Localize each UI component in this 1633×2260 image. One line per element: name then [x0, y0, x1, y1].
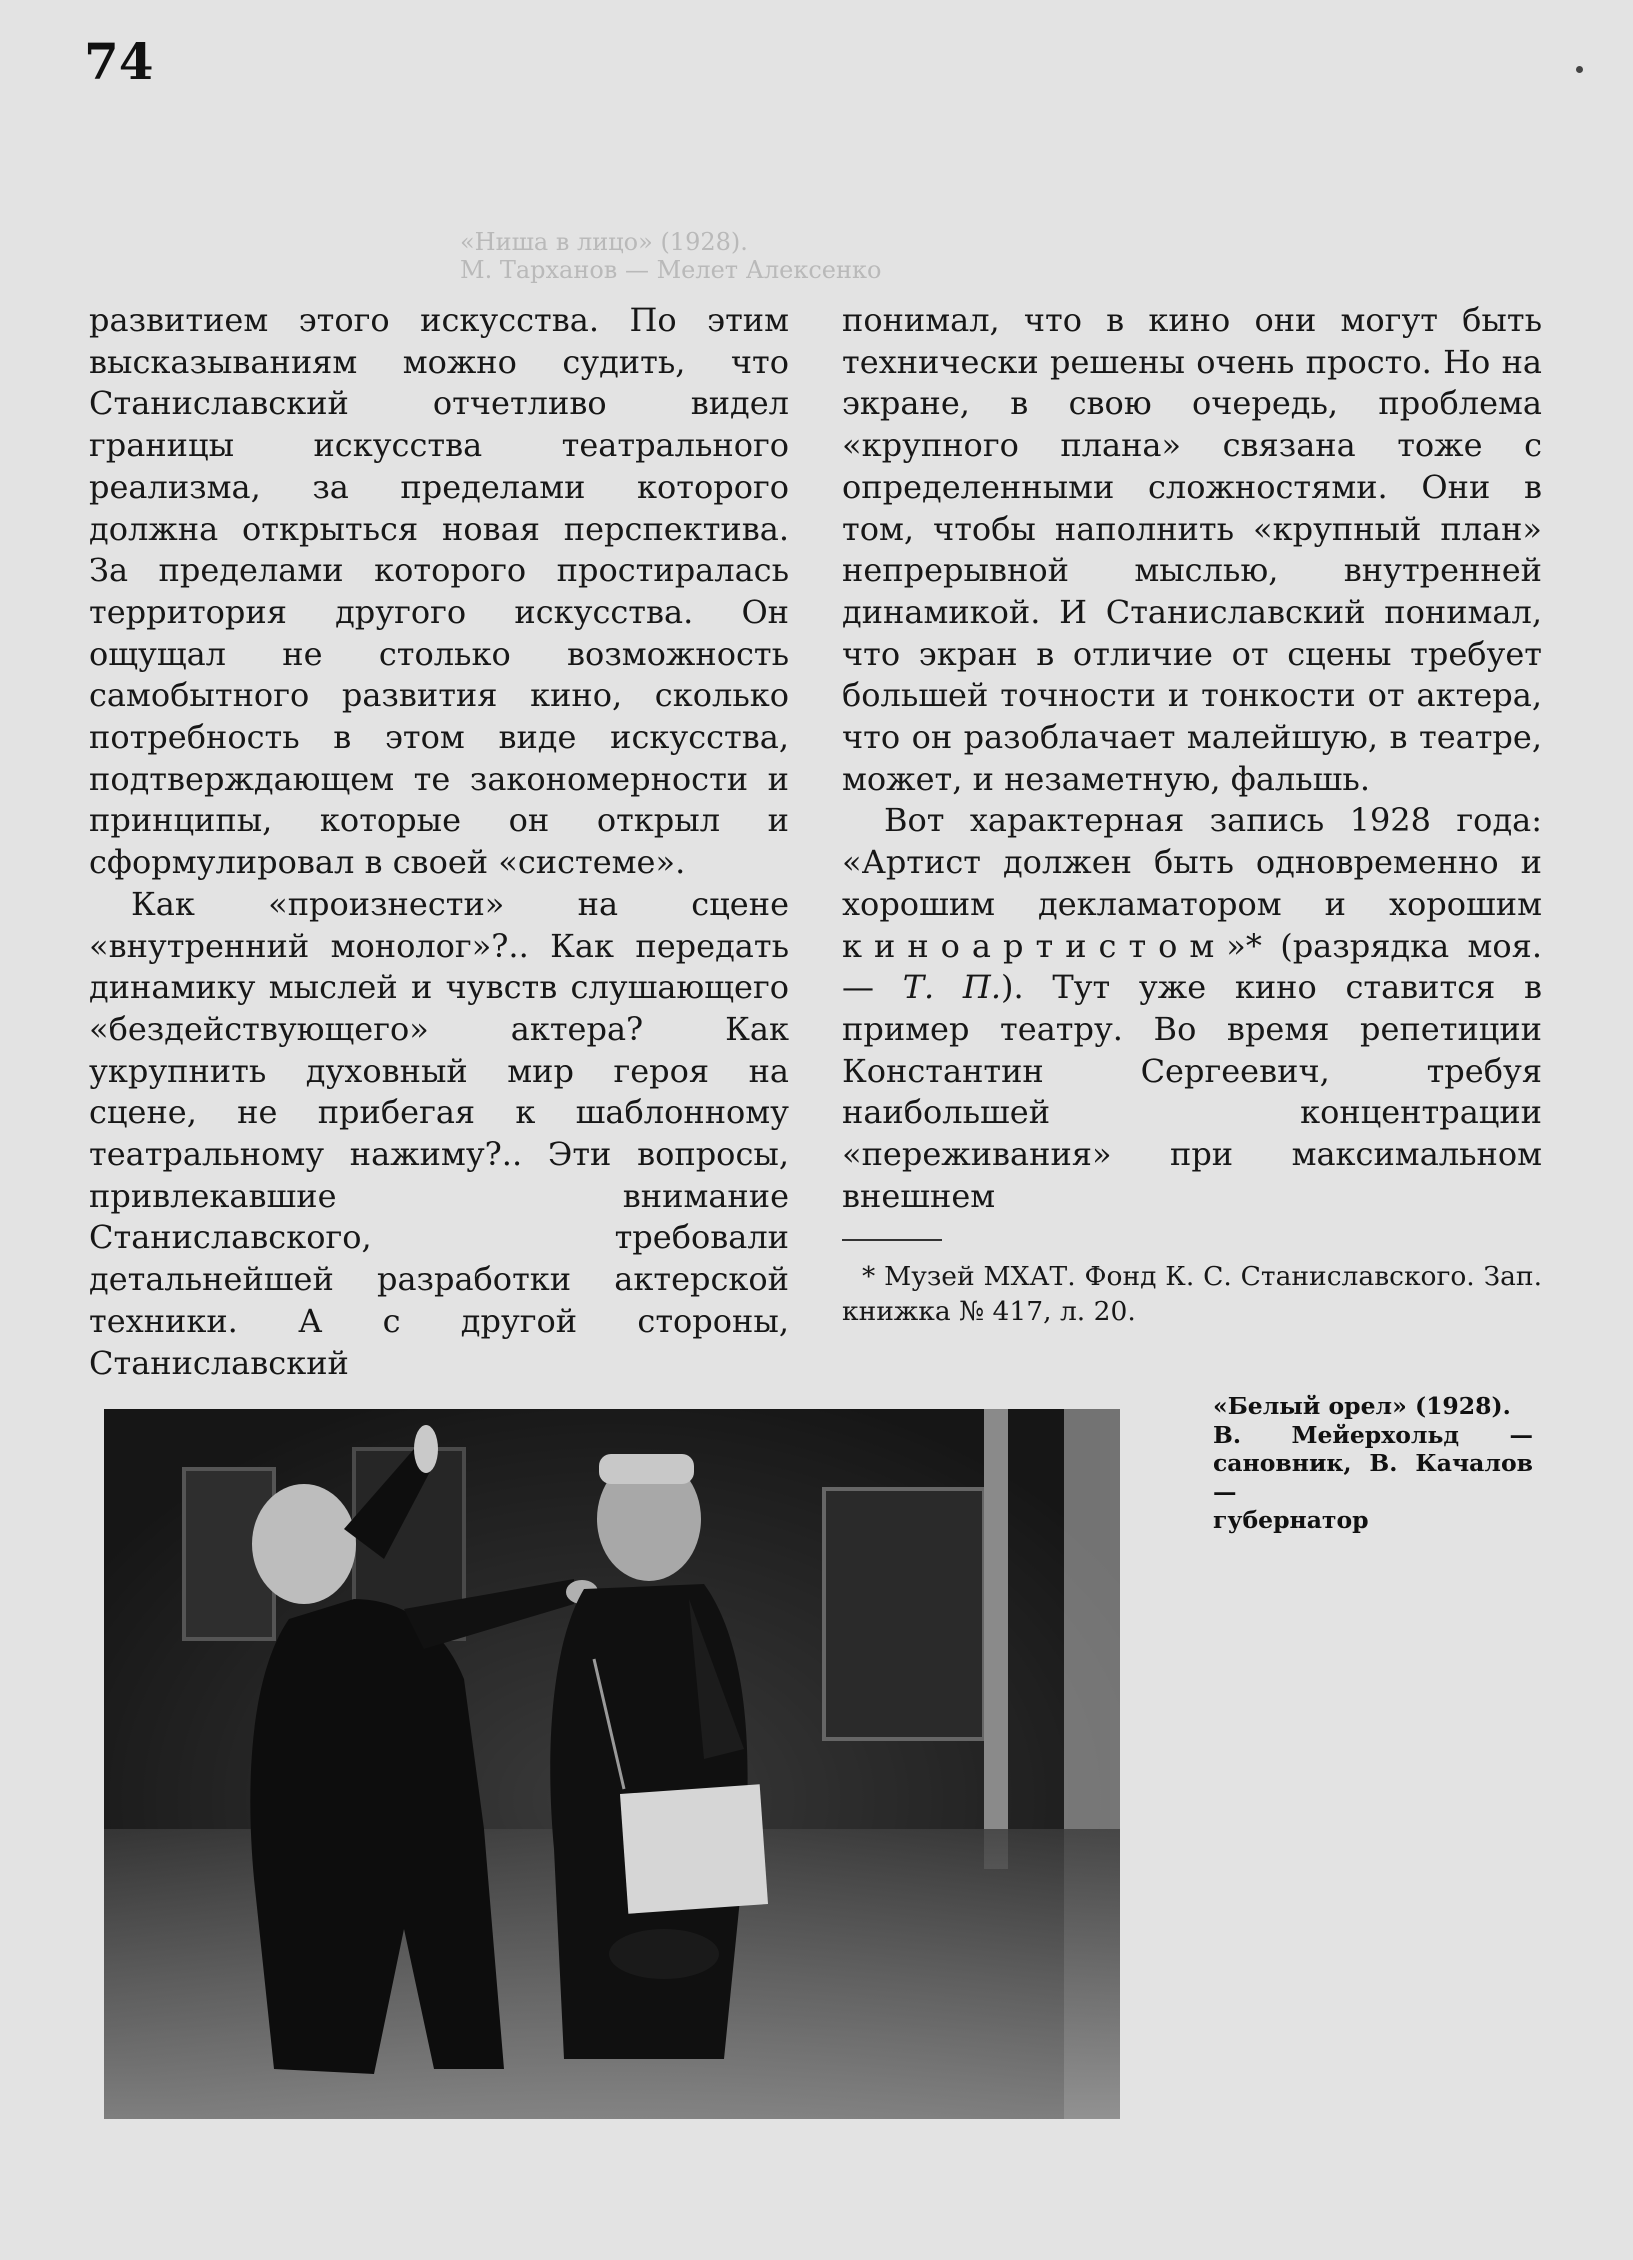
- body-paragraph: Как «произнести» на сцене «внутренний монолог»?.. Как передать динамику мыслей и чувств слушающего «бездействующего» актера? Как укрупнить духовный мир героя на сцене, не прибегая к шаблонному театральному нажиму?.. Эти вопросы, привлекавшие внимание Станиславского, требовали детальнейшей разработки актерской техники. А с другой стороны, Станиславский: [89, 884, 789, 1382]
- photo-caption: [1213, 1392, 1533, 1535]
- body-paragraph: [842, 800, 1542, 1217]
- body-paragraph: понимал, что в кино они могут быть технически решены очень просто. Но на экране, в свою очередь, проблема «крупного плана» связана тоже с определенными сложностями. Они в том, чтобы наполнить «крупный план» непрерывной мыслью, внутренней динамикой. И Станиславский понимал, что экран в отличие от сцены требует большей точности и тонкости от актера, что он разоблачает малейшую, в театре, может, и незаметную, фальшь.: [842, 301, 1542, 798]
- right-column: [842, 300, 1542, 1329]
- footnote: * Музей МХАТ. Фонд К. С. Станиславского. Зап. книжка № 417, л. 20.: [842, 1261, 1542, 1328]
- caption-line: губернатор: [1213, 1506, 1369, 1534]
- paragraph-text: Вот характерная запись 1928 года: «Артист должен быть одновременно и хорошим декламатором и хорошим: [842, 801, 1542, 923]
- paragraph-text: »* (разрядка моя.—: [842, 926, 1542, 1007]
- stage-photograph: [104, 1409, 1120, 2119]
- print-speck: [1576, 66, 1583, 73]
- spaced-emphasis: киноартистом: [842, 926, 1227, 965]
- photo-illustration: [104, 1409, 1120, 2119]
- caption-title: «Белый орел» (1928).: [1213, 1392, 1511, 1420]
- paragraph-text: ). Тут уже кино ставится в пример театру. Во время репетиции Константин Сергеевич, требуя наибольшей концентрации «переживания» при максимальном внешнем: [842, 968, 1543, 1215]
- body-paragraph: развитием этого искусства. По этим высказываниям можно судить, что Станиславский отчетливо видел границы искусства театрального реализма, за пределами которого должна открыться новая перспектива. За пределами которого простиралась территория другого искусства. Он ощущал не столько возможность самобытного развития кино, сколько потребность в этом виде искусства, подтверждающем те закономерности и принципы, которые он открыл и сформулировал в своей «системе».: [89, 301, 789, 882]
- caption-line: В. Мейерхольд — сановник, В. Качалов —: [1213, 1420, 1533, 1506]
- bleed-through-line: «Ниша в лицо» (1928).: [460, 228, 748, 256]
- page-number: 74: [84, 32, 154, 91]
- bleed-through-line: М. Тарханов — Мелет Алексенко: [460, 256, 882, 284]
- left-column: [89, 300, 789, 1384]
- footnote-rule: [842, 1239, 942, 1241]
- author-initials: Т. П.: [902, 968, 1001, 1007]
